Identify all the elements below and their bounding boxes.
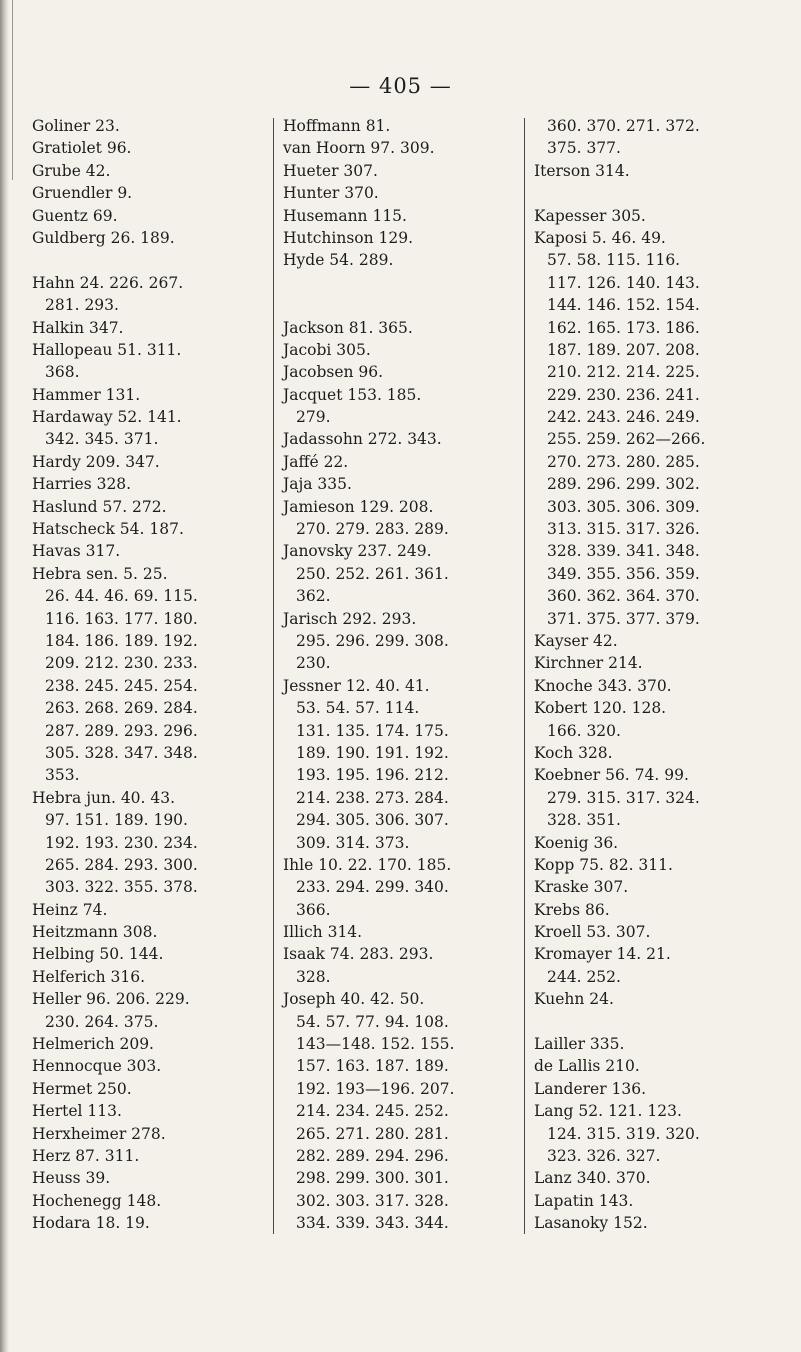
index-entry-continuation: 368. [45,363,80,382]
index-entry-continuation: 294. 305. 306. 307. [296,811,449,830]
index-entry-continuation: 255. 259. 262—266. [547,430,706,449]
index-entry-continuation: 184. 186. 189. 192. [45,631,198,650]
index-entry: Helmerich 209. [32,1035,154,1054]
index-entry: Guentz 69. [32,206,118,225]
index-entry: Janovsky 237. 249. [283,542,432,561]
index-entry: Lanz 340. 370. [534,1169,651,1188]
index-entry: Guldberg 26. 189. [32,228,175,247]
index-entry-continuation: 309. 314. 373. [296,833,410,852]
index-entry-continuation: 97. 151. 189. 190. [45,811,188,830]
index-entry: Illich 314. [283,923,363,942]
index-entry: Heuss 39. [32,1169,111,1188]
index-entry-continuation: 238. 245. 245. 254. [45,676,198,695]
index-entry-continuation: 313. 315. 317. 326. [547,520,700,539]
index-entry: van Hoorn 97. 309. [283,139,435,158]
index-entry-continuation: 295. 296. 299. 308. [296,631,449,650]
index-entry-continuation: 157. 163. 187. 189. [296,1057,449,1076]
index-entry-continuation: 210. 212. 214. 225. [547,363,700,382]
index-entry: Jamieson 129. 208. [283,497,434,516]
index-entry: Hodara 18. 19. [32,1214,150,1233]
index-entry: Hunter 370. [283,184,379,203]
index-entry: Koebner 56. 74. 99. [534,766,689,785]
index-entry-continuation: 270. 279. 283. 289. [296,520,449,539]
index-entry: Kapesser 305. [534,206,646,225]
index-entry: Jacquet 153. 185. [283,385,422,404]
index-entry: Helbing 50. 144. [32,945,164,964]
index-entry-continuation: 366. [296,900,331,919]
index-entry: Kayser 42. [534,631,618,650]
index-entry: Lailler 335. [534,1035,625,1054]
index-entry: Hardaway 52. 141. [32,408,182,427]
index-entry-continuation: 162. 165. 173. 186. [547,318,700,337]
index-entry: Krebs 86. [534,900,610,919]
index-entry-continuation: 334. 339. 343. 344. [296,1214,449,1233]
column-divider [273,118,274,1234]
index-entry-continuation: 375. 377. [547,139,621,158]
index-entry: Kraske 307. [534,878,629,897]
index-entry-continuation: 298. 299. 300. 301. [296,1169,449,1188]
index-column-2 [283,115,523,1235]
index-entry: Jacobsen 96. [283,363,384,382]
index-entry: Landerer 136. [534,1079,647,1098]
index-entry-continuation: 303. 322. 355. 378. [45,878,198,897]
index-entry-continuation: 192. 193. 230. 234. [45,833,198,852]
index-entry-continuation: 282. 289. 294. 296. [296,1146,449,1165]
index-entry: Jarisch 292. 293. [283,609,417,628]
index-entry: Jaja 335. [283,475,352,494]
index-entry: Kopp 75. 82. 311. [534,855,673,874]
index-entry-continuation: 117. 126. 140. 143. [547,273,700,292]
index-entry: Hebra jun. 40. 43. [32,788,176,807]
index-entry: Lasanoky 152. [534,1214,648,1233]
index-entry: Hutchinson 129. [283,228,414,247]
entry-spacer [283,294,523,316]
index-entry-continuation: 192. 193—196. 207. [296,1079,455,1098]
entry-spacer [32,249,262,271]
index-entry-continuation: 166. 320. [547,721,621,740]
index-entry-continuation: 353. [45,766,80,785]
index-entry: Knoche 343. 370. [534,676,672,695]
index-entry: Jackson 81. 365. [283,318,413,337]
index-entry: Kromayer 14. 21. [534,945,671,964]
index-entry-continuation: 289. 296. 299. 302. [547,475,700,494]
index-entry-continuation: 143—148. 152. 155. [296,1035,455,1054]
index-entry: Koch 328. [534,743,613,762]
index-entry-continuation: 124. 315. 319. 320. [547,1124,700,1143]
index-entry: Harries 328. [32,475,132,494]
index-entry-continuation: 270. 273. 280. 285. [547,452,700,471]
index-entry-continuation: 187. 189. 207. 208. [547,340,700,359]
index-entry: Hennocque 303. [32,1057,162,1076]
index-entry: Joseph 40. 42. 50. [283,990,425,1009]
index-entry-continuation: 229. 230. 236. 241. [547,385,700,404]
index-entry: Jacobi 305. [283,340,371,359]
index-entry: Kroell 53. 307. [534,923,651,942]
index-entry: Helferich 316. [32,967,146,986]
index-entry: Jessner 12. 40. 41. [283,676,430,695]
index-entry: Kobert 120. 128. [534,699,667,718]
index-entry-continuation: 328. 351. [547,811,621,830]
index-entry: Ihle 10. 22. 170. 185. [283,855,452,874]
index-entry: Hatscheck 54. 187. [32,520,184,539]
index-entry: Halkin 347. [32,318,124,337]
index-entry: Hallopeau 51. 311. [32,340,182,359]
index-entry: Hermet 250. [32,1079,132,1098]
index-entry: Husemann 115. [283,206,407,225]
index-entry: Hochenegg 148. [32,1191,162,1210]
index-entry: Hebra sen. 5. 25. [32,564,168,583]
index-entry-continuation: 242. 243. 246. 249. [547,408,700,427]
index-entry-continuation: 265. 271. 280. 281. [296,1124,449,1143]
index-entry: Grube 42. [32,161,111,180]
index-entry-continuation: 279. [296,408,331,427]
index-entry: Haslund 57. 272. [32,497,167,516]
index-entry-continuation: 371. 375. 377. 379. [547,609,700,628]
page-number: — 405 — [349,74,452,98]
index-entry: Kaposi 5. 46. 49. [534,228,666,247]
index-entry-continuation: 244. 252. [547,967,621,986]
index-entry: Lapatin 143. [534,1191,634,1210]
index-entry: Jaffé 22. [283,452,349,471]
index-entry-continuation: 279. 315. 317. 324. [547,788,700,807]
entry-spacer [534,1011,784,1033]
index-entry: Hyde 54. 289. [283,251,394,270]
page-binding-edge [0,0,9,1352]
index-entry-continuation: 360. 370. 271. 372. [547,117,700,135]
index-entry-continuation: 305. 328. 347. 348. [45,743,198,762]
entry-spacer [534,182,784,204]
index-entry-continuation: 360. 362. 364. 370. [547,587,700,606]
index-entry-continuation: 287. 289. 293. 296. [45,721,198,740]
index-entry-continuation: 57. 58. 115. 116. [547,251,681,270]
index-entry-continuation: 209. 212. 230. 233. [45,654,198,673]
index-entry: Jadassohn 272. 343. [283,430,442,449]
index-entry: Havas 317. [32,542,121,561]
index-entry-continuation: 263. 268. 269. 284. [45,699,198,718]
index-entry-continuation: 116. 163. 177. 180. [45,609,198,628]
index-column-3 [534,115,784,1235]
index-entry-continuation: 214. 234. 245. 252. [296,1102,449,1121]
entry-spacer [283,272,523,294]
index-entry: Gruendler 9. [32,184,133,203]
index-entry: Isaak 74. 283. 293. [283,945,434,964]
index-entry-continuation: 131. 135. 174. 175. [296,721,449,740]
index-entry: Goliner 23. [32,117,120,135]
index-entry: Koenig 36. [534,833,619,852]
index-entry: Heinz 74. [32,900,108,919]
index-entry-continuation: 302. 303. 317. 328. [296,1191,449,1210]
index-entry-continuation: 230. 264. 375. [45,1012,159,1031]
index-entry-continuation: 362. [296,587,331,606]
index-entry: Kuehn 24. [534,990,614,1009]
index-entry-continuation: 303. 305. 306. 309. [547,497,700,516]
index-entry-continuation: 54. 57. 77. 94. 108. [296,1012,449,1031]
index-entry-continuation: 250. 252. 261. 361. [296,564,449,583]
index-entry-continuation: 342. 345. 371. [45,430,159,449]
index-entry-continuation: 233. 294. 299. 340. [296,878,449,897]
index-entry-continuation: 26. 44. 46. 69. 115. [45,587,198,606]
index-entry: Herz 87. 311. [32,1146,140,1165]
index-entry: Lang 52. 121. 123. [534,1102,682,1121]
index-entry: Heller 96. 206. 229. [32,990,190,1009]
index-entry-continuation: 144. 146. 152. 154. [547,296,700,315]
index-column-1 [32,115,262,1235]
index-entry: Kirchner 214. [534,654,643,673]
index-entry: Iterson 314. [534,161,630,180]
index-entry-continuation: 281. 293. [45,296,119,315]
index-entry: Hoffmann 81. [283,117,391,135]
index-entry-continuation: 214. 238. 273. 284. [296,788,449,807]
index-entry-continuation: 265. 284. 293. 300. [45,855,198,874]
index-entry-continuation: 323. 326. 327. [547,1146,661,1165]
index-entry: Hueter 307. [283,161,378,180]
index-entry-continuation: 53. 54. 57. 114. [296,699,420,718]
index-entry-continuation: 328. 339. 341. 348. [547,542,700,561]
index-entry: Hardy 209. 347. [32,452,160,471]
index-entry: Hertel 113. [32,1102,122,1121]
index-entry-continuation: 193. 195. 196. 212. [296,766,449,785]
index-entry-continuation: 189. 190. 191. 192. [296,743,449,762]
index-entry-continuation: 328. [296,967,331,986]
index-entry: Gratiolet 96. [32,139,132,158]
index-entry: Herxheimer 278. [32,1124,166,1143]
index-entry-continuation: 230. [296,654,331,673]
index-entry: Hahn 24. 226. 267. [32,273,184,292]
index-entry-continuation: 349. 355. 356. 359. [547,564,700,583]
column-divider [524,118,525,1234]
index-entry: Heitzmann 308. [32,923,158,942]
index-entry: Hammer 131. [32,385,141,404]
index-entry: de Lallis 210. [534,1057,640,1076]
